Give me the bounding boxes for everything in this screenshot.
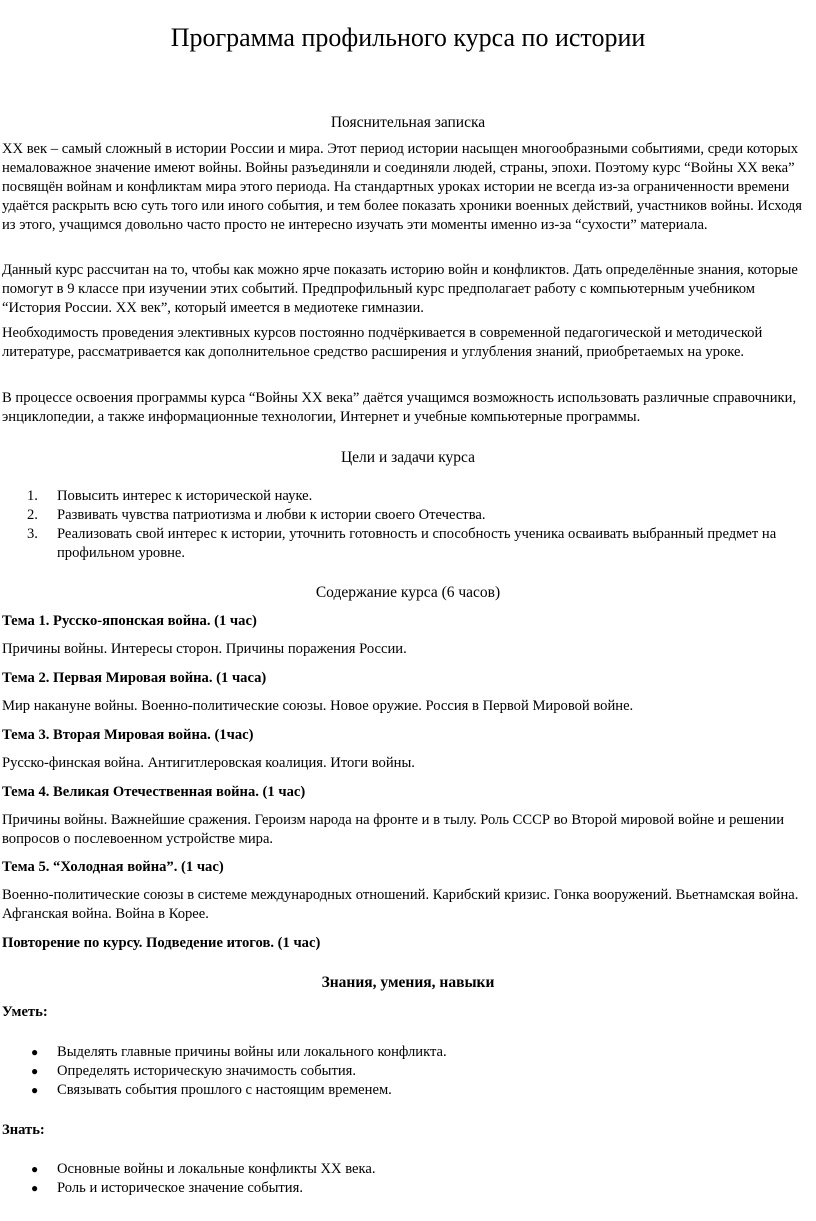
topic-text: Причины войны. Интересы сторон. Причины поражения России. xyxy=(2,641,407,657)
list-item-text: Связывать события прошлого с настоящим временем. xyxy=(57,1082,392,1098)
can-label: Уметь: xyxy=(2,1004,48,1020)
goals-list xyxy=(0,487,810,563)
bullet-icon: ● xyxy=(31,1064,39,1078)
topic-text: Военно-политические союзы в системе международных отношений. Карибский кризис. Гонка вооружений. Вьетнамская война. Афганская война. Война в Корее. xyxy=(2,887,799,922)
list-item xyxy=(0,506,810,525)
can-list xyxy=(0,1043,810,1100)
list-item-text: Определять историческую значимость события. xyxy=(57,1063,357,1079)
bullet-icon: ● xyxy=(31,1045,39,1059)
topic-text: Причины войны. Важнейшие сражения. Героизм народа на фронте и в тылу. Роль СССР во Второй мировой войне и решении вопросов о послевоенном устройстве мира. xyxy=(2,812,785,847)
topic-title: Тема 2. Первая Мировая война. (1 часа) xyxy=(2,670,267,686)
list-item-text: Роль и историческое значение события. xyxy=(57,1180,303,1196)
list-item xyxy=(0,487,810,506)
list-item-text: Основные войны и локальные конфликты XX века. xyxy=(57,1161,376,1177)
bullet-icon: ● xyxy=(31,1083,39,1097)
section-heading-explanatory-note: Пояснительная записка xyxy=(330,114,486,131)
list-item xyxy=(0,1062,810,1081)
topic-text: Мир накануне войны. Военно-политические союзы. Новое оружие. Россия в Первой Мировой войне. xyxy=(2,698,634,714)
list-item xyxy=(0,525,810,563)
paragraph: Необходимость проведения элективных курсов постоянно подчёркивается в современной педагогической и методической литературе, рассматривается как дополнительное средство расширения и углубления знаний, приобретаемых на уроке. xyxy=(2,325,763,360)
list-item xyxy=(0,1160,810,1179)
list-item xyxy=(0,1043,810,1062)
section-heading-content: Содержание курса (6 часов) xyxy=(315,584,501,601)
review-title: Повторение по курсу. Подведение итогов. (1 час) xyxy=(2,935,321,951)
list-number: 3. xyxy=(27,526,38,542)
document-title: Программа профильного курса по истории xyxy=(170,23,646,52)
know-list xyxy=(0,1160,810,1198)
topic-text: Русско-финская война. Антигитлеровская коалиция. Итоги войны. xyxy=(2,755,415,771)
paragraph: XX век – самый сложный в истории России и мира. Этот период истории насыщен многообразными событиями, среди которых немаловажное значение имеют войны. Войны разъединяли и соединяли людей, страны, эпохи. Поэтому курс “Войны XX века” посвящён войнам и конфликтам мира этого периода. На стандартных уроках истории не всегда из-за ограниченности времени удаётся раскрыть всю суть того или иного события, и тем более показать хроники военных действий, участников войны. Исходя из этого, учащимся довольно часто просто не интересно изучать эти моменты именно из-за “сухости” материала. xyxy=(2,141,802,233)
list-item-text: Реализовать свой интерес к истории, уточнить готовность и способность ученика осваивать выбранный предмет на профильном уровне. xyxy=(57,526,777,561)
section-heading-goals: Цели и задачи курса xyxy=(340,449,476,466)
list-number: 2. xyxy=(27,507,38,523)
list-item xyxy=(0,1179,810,1198)
topic-title: Тема 5. “Холодная война”. (1 час) xyxy=(2,859,224,875)
paragraph: Данный курс рассчитан на то, чтобы как можно ярче показать историю войн и конфликтов. Дать определённые знания, которые помогут в 9 классе при изучении этих событий. Предпрофильный курс предполагает работу с компьютерным учебником “История России. XX век”, который имеется в медиотеке гимназии. xyxy=(2,262,798,316)
list-item-text: Повысить интерес к исторической науке. xyxy=(57,488,313,504)
topic-title: Тема 1. Русско-японская война. (1 час) xyxy=(2,613,257,629)
topic-title: Тема 3. Вторая Мировая война. (1час) xyxy=(2,727,254,743)
list-number: 1. xyxy=(27,488,38,504)
topic-title: Тема 4. Великая Отечественная война. (1 час) xyxy=(2,784,306,800)
list-item-text: Выделять главные причины войны или локального конфликта. xyxy=(57,1044,447,1060)
paragraph: В процессе освоения программы курса “Войны XX века” даётся учащимся возможность использовать различные справочники, энциклопедии, а также информационные технологии, Интернет и учебные компьютерные программы. xyxy=(2,390,797,425)
list-item-text: Развивать чувства патриотизма и любви к истории своего Отечества. xyxy=(57,507,486,523)
know-label: Знать: xyxy=(2,1122,45,1138)
bullet-icon: ● xyxy=(31,1181,39,1195)
list-item xyxy=(0,1081,810,1100)
bullet-icon: ● xyxy=(31,1162,39,1176)
section-heading-skills: Знания, умения, навыки xyxy=(321,974,495,991)
